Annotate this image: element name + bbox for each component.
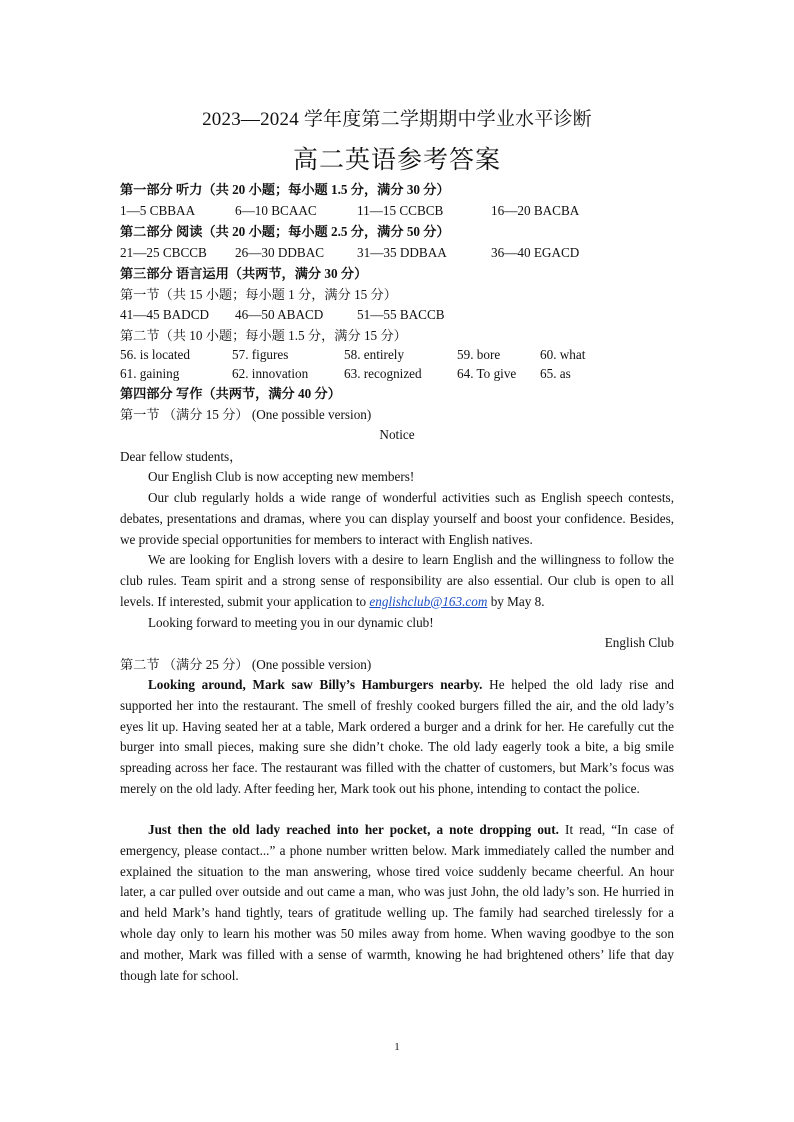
paragraph-text: He helped the old lady rise and supported her into the restaurant. The smell of freshly cooked burgers filled the air, and the old lady’s eyes lit up. Having seated her at a table, Mark ordered a burger and a drink for her. He carefully cut the burger into small pieces, making sure she didn’t choke. The old lady eagerly took a bite, a big smile spreading across her face. The restaurant was filled with the chatter of customers, but Mark’s focus was merely on the old lady. After feeding her, Mark took out his phone, intending to contact the police. xyxy=(120,677,675,796)
answer-group: 36—40 EGACD xyxy=(491,245,580,260)
part3-section2-heading: 第二节（共 10 小题；每小题 1.5 分，满分 15 分） xyxy=(120,328,407,343)
blank-answer: 58. entirely xyxy=(344,347,405,362)
paragraph-text: by May 8. xyxy=(487,593,545,609)
answer-group: 16—20 BACBA xyxy=(491,203,580,218)
notice-paragraph: Our English Club is now accepting new members! xyxy=(148,469,415,484)
paragraph-text: We are looking for English lovers with a desire to learn English and the willingness to follow the club rules. Team spirit and a strong sense of responsibility are also essential. Our club is open to all levels. If interested, submit your application to xyxy=(120,552,674,609)
blank-answer: 64. To give xyxy=(457,366,517,381)
part4-section2-heading: 第二节 （满分 25 分） (One possible version) xyxy=(120,657,372,672)
blank-answer: 60. what xyxy=(540,347,586,362)
answer-group: 11—15 CCBCB xyxy=(357,203,444,218)
part4-section1-heading: 第一节 （满分 15 分） (One possible version) xyxy=(120,407,372,422)
answer-group: 41—45 BADCD xyxy=(120,307,210,322)
part2-heading: 第二部分 阅读（共 20 小题；每小题 2.5 分，满分 50 分） xyxy=(120,224,450,239)
notice-title: Notice xyxy=(379,427,415,442)
page-title: 高二英语参考答案 xyxy=(292,147,501,174)
blank-answer: 56. is located xyxy=(120,347,190,362)
paragraph-lead: Looking around, Mark saw Billy’s Hamburgers nearby. xyxy=(148,677,483,692)
blank-answer: 57. figures xyxy=(232,347,289,362)
blank-answer: 65. as xyxy=(540,366,571,381)
part1-heading: 第一部分 听力（共 20 小题；每小题 1.5 分，满分 30 分） xyxy=(120,182,450,197)
answer-group: 6—10 BCAAC xyxy=(235,203,317,218)
greeting: Dear fellow students， xyxy=(120,449,243,464)
answer-group: 1—5 CBBAA xyxy=(120,203,196,218)
blank-answer: 59. bore xyxy=(457,347,501,362)
blank-answer: 62. innovation xyxy=(232,366,309,381)
part3-heading: 第三部分 语言运用（共两节，满分 30 分） xyxy=(120,266,368,281)
paragraph-text: It read, “In case of emergency, please contact...” a phone number written below. Mark immediately called the number and explained the situation to the man answering, whose tired voice suddenly became cheerful. An hour later, a car pulled over outside and out came a man, who was just John, the old lady’s son. He hurried in and held Mark’s hand tightly, tears of gratitude welling up. The family had searched tirelessly for a whole day only to learn his mother was 50 miles away from home. When waving goodbye to the son and mother, Mark was filled with a sense of warmth, knowing he had brightened others’ life that day though late for school. xyxy=(120,822,674,983)
story-paragraph xyxy=(120,820,674,986)
signature: English Club xyxy=(604,635,674,650)
exam-title: 2023—2024 学年度第二学期期中学业水平诊断 xyxy=(202,109,592,130)
blank-answer: 63. recognized xyxy=(344,366,422,381)
answer-group: 51—55 BACCB xyxy=(357,307,445,322)
blank-answer: 61. gaining xyxy=(120,366,180,381)
paragraph-lead: Just then the old lady reached into her pocket, a note dropping out. xyxy=(148,822,559,837)
notice-paragraph: Looking forward to meeting you in our dynamic club! xyxy=(148,615,434,630)
answer-group: 46—50 ABACD xyxy=(235,307,324,322)
part4-heading: 第四部分 写作（共两节，满分 40 分） xyxy=(120,386,341,401)
page-number: 1 xyxy=(394,1041,400,1053)
answer-group: 21—25 CBCCB xyxy=(120,245,207,260)
answer-group: 26—30 DDBAC xyxy=(235,245,325,260)
answer-group: 31—35 DDBAA xyxy=(357,245,447,260)
email-link[interactable]: englishclub@163.com xyxy=(369,593,488,609)
part3-section1-heading: 第一节（共 15 小题；每小题 1 分，满分 15 分） xyxy=(120,287,397,302)
notice-paragraph: Our club regularly holds a wide range of wonderful activities such as English speech contests, debates, presentations and dramas, where you can display yourself and boost your confidence. Besides, we provide special opportunities for members to interact with English natives. xyxy=(120,490,674,547)
story-paragraph xyxy=(120,675,674,800)
notice-paragraph xyxy=(120,550,674,612)
